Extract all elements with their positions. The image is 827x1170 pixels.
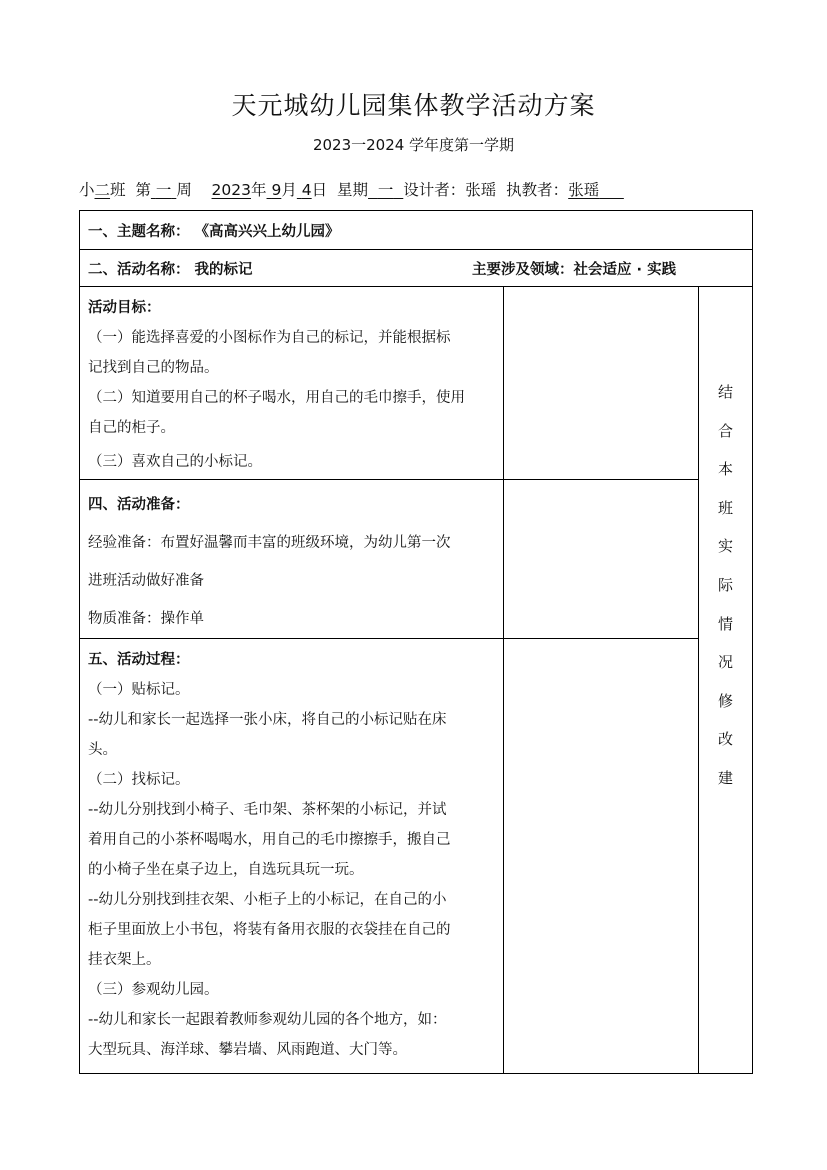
document-title: 天元城幼儿园集体教学活动方案 — [231, 91, 596, 120]
process-line: --幼儿和家长一起选择一张小床，将自己的小标记贴在床 — [88, 712, 447, 728]
teacher-name: 张瑶 — [568, 181, 600, 199]
goals-cell — [80, 287, 504, 480]
goal-line: 记找到自己的物品。 — [88, 360, 219, 376]
goals-heading: 活动目标： — [88, 300, 161, 316]
goal-line: 自己的柜子。 — [88, 420, 175, 436]
process-line: 的小椅子坐在桌子边上，自选玩具玩一玩。 — [88, 862, 364, 878]
prep-notes-cell — [504, 480, 699, 639]
year-suffix: 年 — [251, 181, 267, 199]
teacher-label: 执教者： — [506, 181, 569, 199]
process-heading: 五、活动过程： — [88, 652, 190, 668]
process-line: --幼儿分别找到挂衣架、小柜子上的小标记，在自己的小 — [88, 892, 447, 908]
prep-heading: 四、活动准备： — [88, 497, 190, 513]
goals-notes-cell — [504, 287, 699, 480]
weekday-prefix: 星期 — [337, 181, 369, 199]
prep-cell — [80, 480, 504, 639]
goal-line: （一）能选择喜爱的小图标作为自己的标记，并能根据标 — [88, 330, 451, 346]
process-notes-cell — [504, 639, 699, 1074]
document-subtitle: 2023一2024 学年度第一学期 — [312, 136, 515, 154]
process-line: --幼儿分别找到小椅子、毛巾架、茶杯架的小标记，并试 — [88, 802, 447, 818]
process-line: 柜子里面放上小书包，将装有备用衣服的衣袋挂在自己的 — [88, 922, 451, 938]
activity-plan-table — [79, 210, 753, 1074]
month-value: 9 — [271, 181, 282, 199]
class-suffix: 班 — [110, 181, 126, 199]
side-note-cell — [699, 287, 753, 1074]
week-suffix: 周 — [176, 181, 192, 199]
designer-label: 设计者： — [403, 181, 466, 199]
year-value: 2023 — [211, 181, 251, 199]
week-number: 一 — [155, 181, 172, 199]
activity-name: 二、活动名称： 我的标记 — [88, 261, 253, 278]
domain-label: 主要涉及领域：社会适应 · 实践 — [472, 261, 677, 278]
process-line: --幼儿和家长一起跟着教师参观幼儿园的各个地方，如： — [88, 1012, 447, 1028]
month-suffix: 月 — [281, 181, 297, 199]
prep-line: 经验准备：布置好温馨而丰富的班级环境，为幼儿第一次 — [88, 535, 451, 551]
process-line: （二）找标记。 — [88, 772, 190, 788]
side-note-text: 结合本班实际情况修改建 — [717, 383, 733, 787]
class-number: 二 — [94, 181, 111, 199]
designer-name: 张瑶 — [465, 181, 497, 199]
process-line: （一）贴标记。 — [88, 682, 190, 698]
prep-line: 进班活动做好准备 — [88, 573, 204, 589]
goal-line: （二）知道要用自己的杯子喝水，用自己的毛巾擦手，使用 — [88, 390, 465, 406]
day-value: 4 — [301, 181, 312, 199]
week-prefix: 第 — [135, 181, 151, 199]
process-line: 着用自己的小茶杯喝喝水，用自己的毛巾擦擦手，搬自己 — [88, 832, 451, 848]
theme-row: 一、主题名称： 《高高兴兴上幼儿园》 — [80, 211, 753, 250]
process-line: 头。 — [88, 742, 117, 758]
goal-line: （三）喜欢自己的小标记。 — [88, 454, 262, 470]
class-prefix: 小 — [79, 181, 95, 199]
process-line: （三）参观幼儿园。 — [88, 982, 219, 998]
day-suffix: 日 — [311, 181, 328, 199]
class-info-line — [79, 178, 759, 200]
process-line: 大型玩具、海洋球、攀岩墙、风雨跑道、大门等。 — [88, 1042, 407, 1058]
activity-row — [80, 250, 753, 287]
process-cell — [80, 639, 504, 1074]
process-line: 挂衣架上。 — [88, 952, 161, 968]
weekday-value: 一 — [377, 181, 394, 199]
prep-line: 物质准备：操作单 — [88, 611, 204, 627]
